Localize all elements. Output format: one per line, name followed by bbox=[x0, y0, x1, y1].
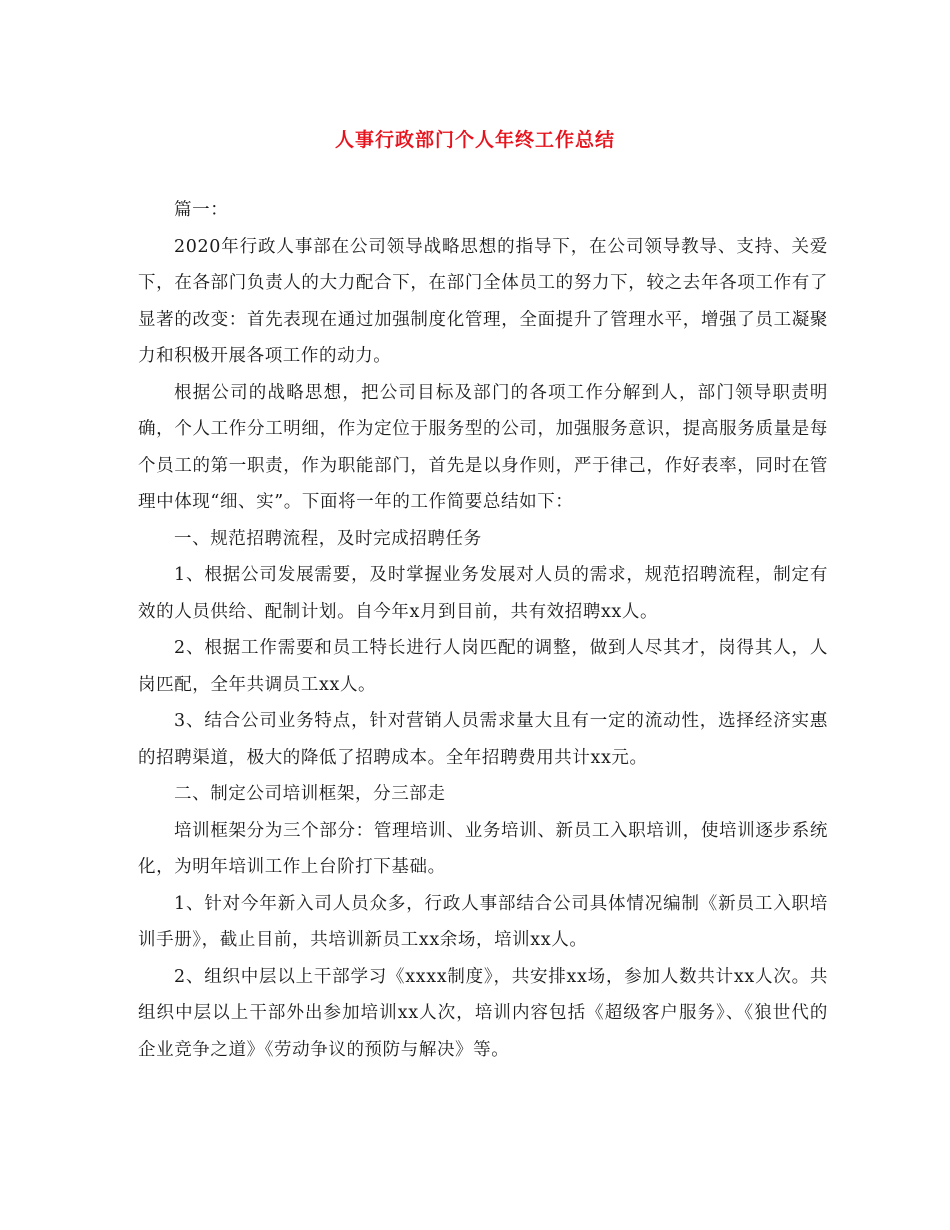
paragraph-intro: 2020年行政人事部在公司领导战略思想的指导下，在公司领导教导、支持、关爱下，在各部门负责人的大力配合下，在部门全体员工的努力下，较之去年各项工作有了显著的改变：首先表现在通过加强制度化管理，全面提升了管理水平，增强了员工凝聚力和积极开展各项工作的动力。 bbox=[138, 236, 828, 366]
section-heading-recruitment: 一、规范招聘流程，及时完成招聘任务 bbox=[174, 528, 482, 549]
paragraph-training-1: 1、针对今年新入司人员众多，行政人事部结合公司具体情况编制《新员工入职培训手册》，截止目前，共培训新员工xx余场，培训xx人。 bbox=[138, 893, 828, 950]
paragraph-section-label: 篇一： bbox=[174, 200, 229, 220]
paragraph-recruitment-2: 2、根据工作需要和员工特长进行人岗匹配的调整，做到人尽其才，岗得其人，人岗匹配，全年共调员工xx人。 bbox=[138, 638, 828, 695]
paragraph-recruitment-1: 1、根据公司发展需要，及时掌握业务发展对人员的需求，规范招聘流程，制定有效的人员供给、配制计划。自今年x月到目前，共有效招聘xx人。 bbox=[138, 565, 828, 622]
document-title: 人事行政部门个人年终工作总结 bbox=[334, 129, 615, 151]
document-body bbox=[138, 192, 828, 1068]
paragraph-training-2: 2、组织中层以上干部学习《xxxx制度》，共安排xx场，参加人数共计xx人次。共组织中层以上干部外出参加培训xx人次，培训内容包括《超级客户服务》、《狼世代的企业竞争之道》《劳动争议的预防与解决》等。 bbox=[138, 966, 828, 1060]
paragraph-recruitment-3: 3、结合公司业务特点，针对营销人员需求量大且有一定的流动性，选择经济实惠的招聘渠道，极大的降低了招聘成本。全年招聘费用共计xx元。 bbox=[138, 711, 828, 768]
paragraph-training-intro: 培训框架分为三个部分：管理培训、业务培训、新员工入职培训，使培训逐步系统化，为明年培训工作上台阶打下基础。 bbox=[138, 820, 828, 877]
paragraph-strategy: 根据公司的战略思想，把公司目标及部门的各项工作分解到人，部门领导职责明确，个人工作分工明细，作为定位于服务型的公司，加强服务意识，提高服务质量是每个员工的第一职责，作为职能部门，首先是以身作则，严于律己，作好表率，同时在管理中体现“细、实”。下面将一年的工作简要总结如下： bbox=[138, 382, 828, 512]
section-heading-training: 二、制定公司培训框架，分三部走 bbox=[174, 784, 446, 804]
